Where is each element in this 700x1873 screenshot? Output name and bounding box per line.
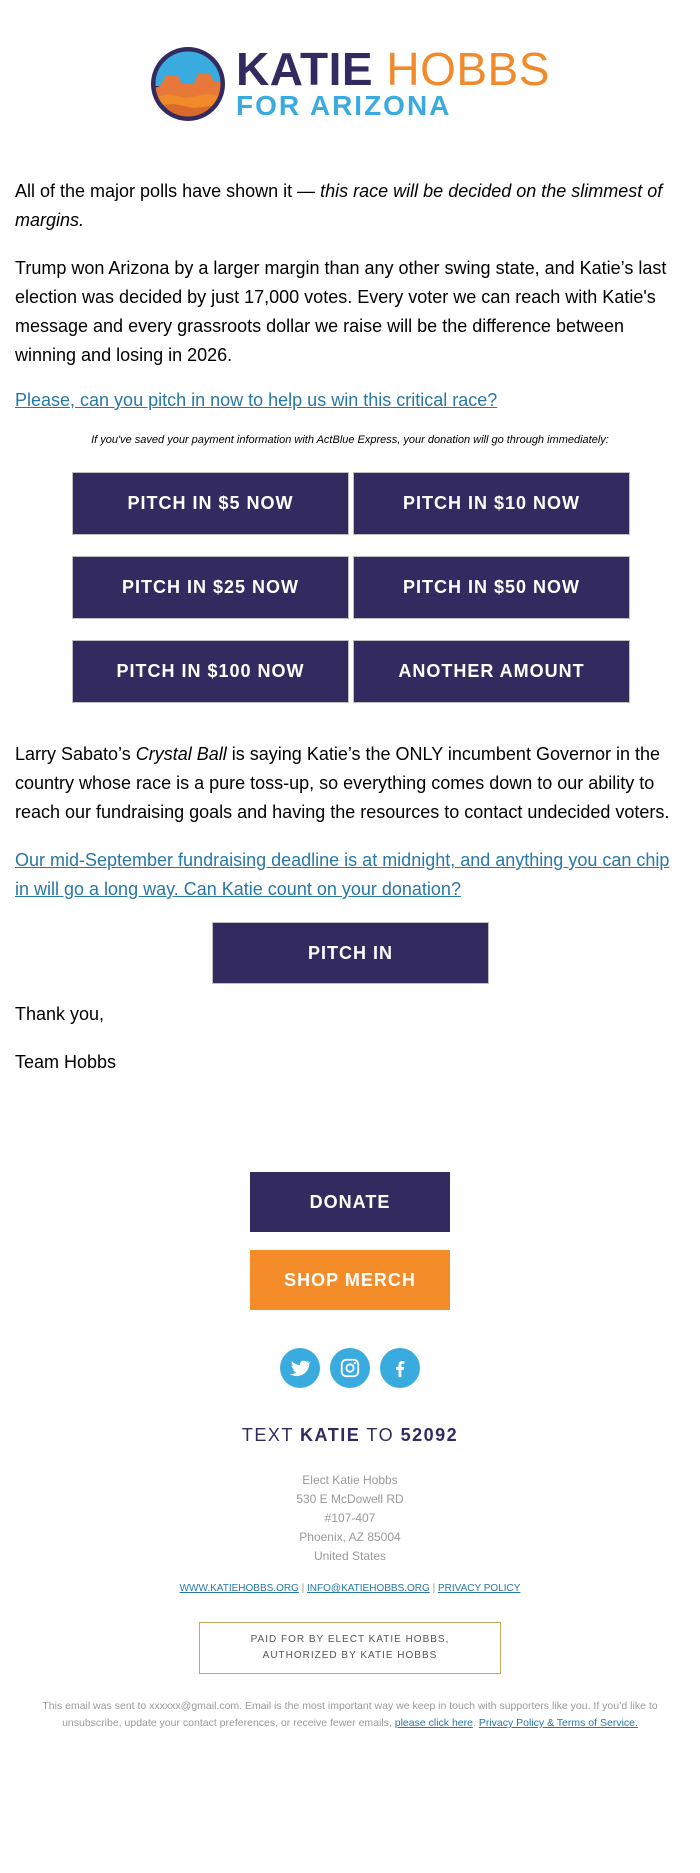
paid-for-disclaimer xyxy=(199,1622,501,1674)
instagram-icon[interactable] xyxy=(330,1348,370,1388)
signature: Team Hobbs xyxy=(15,1052,117,1072)
donate-other-amount-button[interactable]: ANOTHER AMOUNT xyxy=(353,640,630,703)
address-line-5: United States xyxy=(313,1549,387,1563)
address-line-4: Phoenix, AZ 85004 xyxy=(299,1530,401,1544)
campaign-logo xyxy=(0,43,700,126)
mailing-address xyxy=(0,1471,700,1566)
email-disclaimer xyxy=(20,1698,680,1732)
sms-middle: TO xyxy=(360,1425,401,1445)
shop-merch-button[interactable]: SHOP MERCH xyxy=(250,1250,450,1310)
donate-50-button[interactable]: PITCH IN $50 NOW xyxy=(353,556,630,619)
donate-25-button[interactable]: PITCH IN $25 NOW xyxy=(72,556,349,619)
paid-line-2: AUTHORIZED BY KATIE HOBBS xyxy=(262,1650,438,1661)
disclaimer-mid: . xyxy=(472,1717,479,1729)
crystal-ball-text-start: Larry Sabato’s xyxy=(15,744,136,764)
unsubscribe-link[interactable]: please click here xyxy=(394,1717,473,1729)
donate-100-button[interactable]: PITCH IN $100 NOW xyxy=(72,640,349,703)
sms-signup-text xyxy=(0,1425,700,1446)
logo-last-name: HOBBS xyxy=(386,43,550,95)
actblue-note: If you've saved your payment information with ActBlue Express, your donation will go through immediately: xyxy=(91,434,609,446)
facebook-icon[interactable] xyxy=(380,1348,420,1388)
logo-subtitle: FOR ARIZONA xyxy=(236,90,452,121)
deadline-link[interactable]: Our mid-September fundraising deadline is at midnight, and anything you can chip in will go a long way. Can Katie count on your donation? xyxy=(15,850,670,899)
sms-prefix: TEXT xyxy=(241,1425,301,1445)
website-link[interactable]: WWW.KATIEHOBBS.ORG xyxy=(179,1583,299,1594)
thanks-text: Thank you, xyxy=(15,1004,105,1024)
social-links xyxy=(0,1348,700,1388)
arizona-landscape-emblem-icon xyxy=(150,46,226,122)
donate-button[interactable]: DONATE xyxy=(250,1172,450,1232)
logo-name xyxy=(236,42,550,96)
footer-links xyxy=(0,1583,700,1594)
twitter-icon[interactable] xyxy=(280,1348,320,1388)
intro-paragraph xyxy=(15,177,680,235)
crystal-ball-text-end: is saying Katie’s the ONLY incumbent Governor in the country whose race is a pure toss-up, so everything comes down to our ability to reach our fundraising goals and having the resources to contact undecided voters. xyxy=(15,744,670,822)
sms-number: 52092 xyxy=(400,1425,459,1445)
intro-text: All of the major polls have shown it — xyxy=(15,181,321,201)
sms-keyword: KATIE xyxy=(300,1425,361,1445)
pitch-in-button[interactable]: PITCH IN xyxy=(212,922,489,984)
donate-5-button[interactable]: PITCH IN $5 NOW xyxy=(72,472,349,535)
paid-line-1: PAID FOR BY ELECT KATIE HOBBS, xyxy=(250,1634,450,1645)
body-paragraph-trump: Trump won Arizona by a larger margin than any other swing state, and Katie’s last election was decided by just 17,000 votes. Every voter we can reach with Katie's message and every grassroots dollar we raise will be the difference between winning and losing in 2026. xyxy=(15,258,667,365)
disclaimer-text: This email was sent to xxxxxx@gmail.com. Email is the most important way we keep in touch with supporters like you. If you’d like to unsubscribe, update your contact preferences, or receive fewer emails, xyxy=(42,1700,658,1729)
privacy-terms-link[interactable]: Privacy Policy & Terms of Service. xyxy=(478,1717,638,1729)
crystal-ball-paragraph xyxy=(15,740,680,827)
link-separator: | xyxy=(301,1583,305,1594)
address-line-3: #107-407 xyxy=(324,1511,376,1525)
intro-emphasis: this race will be decided on the slimmest of margins. xyxy=(15,181,663,230)
address-line-2: 530 E McDowell RD xyxy=(296,1492,404,1506)
donate-10-button[interactable]: PITCH IN $10 NOW xyxy=(353,472,630,535)
email-link[interactable]: INFO@KATIEHOBBS.ORG xyxy=(307,1583,430,1594)
pitch-in-link[interactable]: Please, can you pitch in now to help us win this critical race? xyxy=(15,390,498,410)
privacy-policy-link[interactable]: PRIVACY POLICY xyxy=(437,1583,521,1594)
logo-first-name: KATIE xyxy=(236,43,374,95)
address-line-1: Elect Katie Hobbs xyxy=(302,1473,398,1487)
link-separator: | xyxy=(432,1583,436,1594)
crystal-ball-title: Crystal Ball xyxy=(135,744,227,764)
